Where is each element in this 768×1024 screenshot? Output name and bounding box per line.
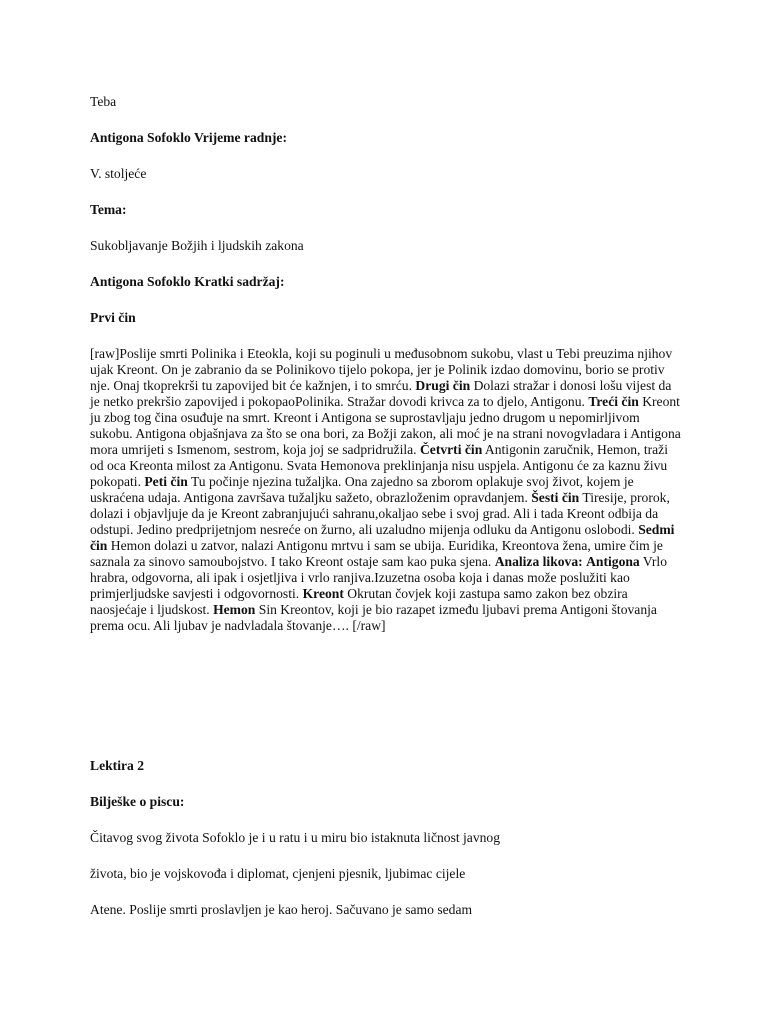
- text-line-1: Čitavog svog života Sofoklo je i u ratu i u miru bio istaknuta ličnost javnog: [90, 830, 501, 845]
- heading-biljeske-o-piscu: Bilješke o piscu:: [90, 794, 185, 809]
- heading-lektira-2: Lektira 2: [90, 758, 144, 773]
- heading-kratki-sadrzaj: Antigona Sofoklo Kratki sadržaj:: [90, 274, 285, 289]
- text-teba: Teba: [90, 94, 117, 109]
- text-stoljece: V. stoljeće: [90, 166, 147, 181]
- summary-paragraph: [raw]Poslije smrti Polinika i Eteokla, koji su poginuli u međusobnom sukobu, vlast u Tebi preuzima njihov ujak Kreont. On je zabranio da se Polinikovo tijelo pokopa, jer je Polinik izdao domovinu, borio se protiv nje. Onaj tkoprekrši tu zapovijed bit će kažnjen, i to smrću. Drugi čin Dolazi stražar i donosi lošu vijest da je netko prekršio zapovijed i pokopaoPolinika. Stražar dovodi krivca za to djelo, Antigonu. Treći čin Kreont ju zbog tog čina osuđuje na smrt. Kreont i Antigona se suprostavljaju jedno drugom u nepomirljivom sukobu. Antigona objašnjava za što se ona bori, za Božji zakon, ali moć je na strani novogvladara i Antigona mora umrijeti s Ismenom, sestrom, koja joj se sadpridružila. Četvrti čin Antigonin zaručnik, Hemon, traži od oca Kreonta milost za Antigonu. Svata Hemonova preklinjanja nisu uspjela. Antigonu će za kaznu živu pokopati. Peti čin Tu počinje njezina tužaljka. Ona zajedno sa zborom oplakuje svoj život, kojem je uskraćena udaja. Antigona završava tužaljku sažeto, obrazloženim opravdanjem. Šesti čin Tiresije, prorok, dolazi i objavljuje da je Kreont zabranjujući sahranu,okaljao sebe i svoj grad. Ali i tada Kreont odbija da odstupi. Jedino predprijetnjom nesreće on žurno, ali uzaludno mijenja odluku da Antigonu oslobodi. Sedmi čin Hemon dolazi u zatvor, nalazi Antigonu mrtvu i sam se ubija. Euridika, Kreontova žena, umire čim je saznala za sinovo samoubojstvo. I tako Kreont ostaje sam kao puka sjena. Analiza likova: Antigona Vrlo hrabra, odgovorna, ali ipak i osjetljiva i vrlo ranjiva.Izuzetna osoba koja i danas može poslužiti kao primjerljudske savjesti i odgovornosti. Kreont Okrutan čovjek koji zastupa samo zakon bez obzira naosjećaje i ljudskost. Hemon Sin Kreontov, koji je bio razapet između ljubavi prema Antigoni štovanja prema ocu. Ali ljubav je nadvladala štovanje…. [/raw]: [90, 346, 681, 633]
- heading-prvi-cin: Prvi čin: [90, 310, 136, 325]
- heading-vrijeme-radnje: Antigona Sofoklo Vrijeme radnje:: [90, 130, 287, 145]
- heading-tema: Tema:: [90, 202, 127, 217]
- text-line-2: života, bio je vojskovođa i diplomat, cjenjeni pjesnik, ljubimac cijele: [90, 866, 466, 881]
- text-line-3: Atene. Poslije smrti proslavljen je kao heroj. Sačuvano je samo sedam: [90, 902, 473, 917]
- text-tema: Sukobljavanje Božjih i ljudskih zakona: [90, 238, 304, 253]
